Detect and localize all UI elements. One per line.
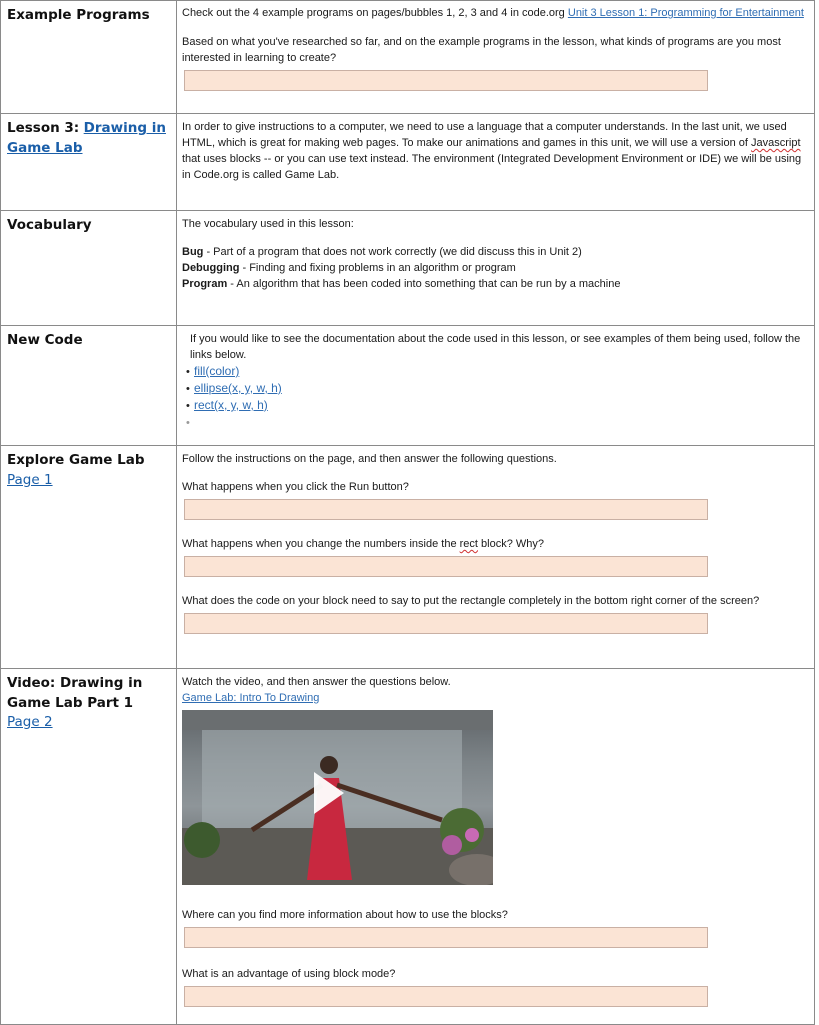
question-text: What does the code on your block need to say to put the rectangle completely in the bottom right corner of the screen? (182, 595, 760, 607)
row-label-cell (1, 114, 177, 211)
row-lesson-3 (1, 114, 815, 211)
list-item (186, 380, 809, 397)
vocab-item: Program - An algorithm that has been coded into something that can be run by a machine (182, 278, 621, 290)
row-new-code (1, 326, 815, 446)
row-label-cell (1, 446, 177, 669)
bullet-icon: • (186, 383, 190, 395)
row-title: Explore Game Lab (7, 452, 145, 468)
rect-doc-link[interactable]: rect(x, y, w, h) (194, 398, 268, 412)
row-content-cell (177, 114, 815, 211)
row-content-cell (177, 326, 815, 446)
list-item (186, 397, 809, 414)
row-title: Video: Drawing in Game Lab Part 1 (7, 675, 143, 711)
lesson-title-link[interactable]: Drawing in Game Lab (7, 120, 166, 156)
row-content-cell (177, 1, 815, 114)
row-title: Example Programs (7, 7, 150, 23)
answer-field[interactable] (184, 613, 708, 634)
row-label-cell (1, 211, 177, 326)
paragraph (182, 6, 809, 22)
row-content-cell (177, 446, 815, 669)
list-item (186, 414, 809, 431)
javascript-word: Javascript (751, 137, 801, 149)
answer-field[interactable] (184, 499, 708, 520)
question-text: Where can you find more information about how to use the blocks? (182, 909, 508, 921)
question-text: Based on what you've researched so far, and on the example programs in the lesson, what kinds of programs are you most interested in learning to create? (182, 35, 781, 64)
intro-text: Check out the 4 example programs on pages/bubbles 1, 2, 3 and 4 in code.org (182, 7, 565, 19)
bullet-icon: • (186, 366, 190, 378)
intro-text: If you would like to see the documentation about the code used in this lesson, or see examples of them being used, follow the links below. (190, 333, 801, 361)
answer-field[interactable] (184, 556, 708, 577)
intro-text: Follow the instructions on the page, and then answer the following questions. (182, 453, 557, 465)
question-text: What is an advantage of using block mode? (182, 968, 396, 980)
paragraph: In order to give instructions to a computer, we need to use a language that a computer understands. In the last unit, we used HTML, which is great for making web pages. To make our animations and games in this unit, we will use a version of Javascript that uses blocks -- or you can use text instead. The environment (Integrated Development Environment or IDE) we will be using in Code.org is called Game Lab. (182, 121, 802, 181)
vocab-item: Debugging - Finding and fixing problems in an algorithm or program (182, 262, 516, 274)
row-content-cell (177, 211, 815, 326)
intro-text: Watch the video, and then answer the questions below. (182, 676, 451, 688)
intro-text: The vocabulary used in this lesson: (182, 218, 354, 230)
answer-field[interactable] (184, 927, 708, 948)
vocab-item: Bug - Part of a program that does not work correctly (we did discuss this in Unit 2) (182, 246, 582, 258)
row-explore-game-lab (1, 446, 815, 669)
list-item (186, 363, 809, 380)
row-label-cell (1, 326, 177, 446)
play-icon[interactable] (314, 772, 344, 814)
video-link[interactable]: Game Lab: Intro To Drawing (182, 692, 320, 704)
row-title: Lesson 3: Drawing in Game Lab (7, 120, 166, 156)
lesson-link[interactable]: Unit 3 Lesson 1: Programming for Entertainment (567, 7, 804, 19)
row-title: New Code (7, 332, 83, 348)
ellipse-doc-link[interactable]: ellipse(x, y, w, h) (194, 381, 282, 395)
page-link[interactable]: Page 2 (7, 714, 53, 730)
row-video (1, 669, 815, 1025)
page-link[interactable]: Page 1 (7, 471, 53, 488)
row-example-programs (1, 1, 815, 114)
row-vocabulary (1, 211, 815, 326)
row-label-cell (1, 669, 177, 1025)
fill-doc-link[interactable]: fill(color) (194, 364, 240, 378)
question-text: What happens when you click the Run button? (182, 481, 409, 493)
video-thumbnail[interactable] (182, 710, 493, 885)
bullet-icon: • (186, 417, 190, 429)
answer-field[interactable] (184, 70, 708, 91)
row-title: Vocabulary (7, 217, 92, 233)
answer-field[interactable] (184, 986, 708, 1007)
bullet-icon: • (186, 400, 190, 412)
question-text: What happens when you change the numbers inside the rect block? Why? (182, 538, 545, 550)
row-label-cell (1, 1, 177, 114)
code-link-list (182, 363, 809, 431)
row-content-cell (177, 669, 815, 1025)
